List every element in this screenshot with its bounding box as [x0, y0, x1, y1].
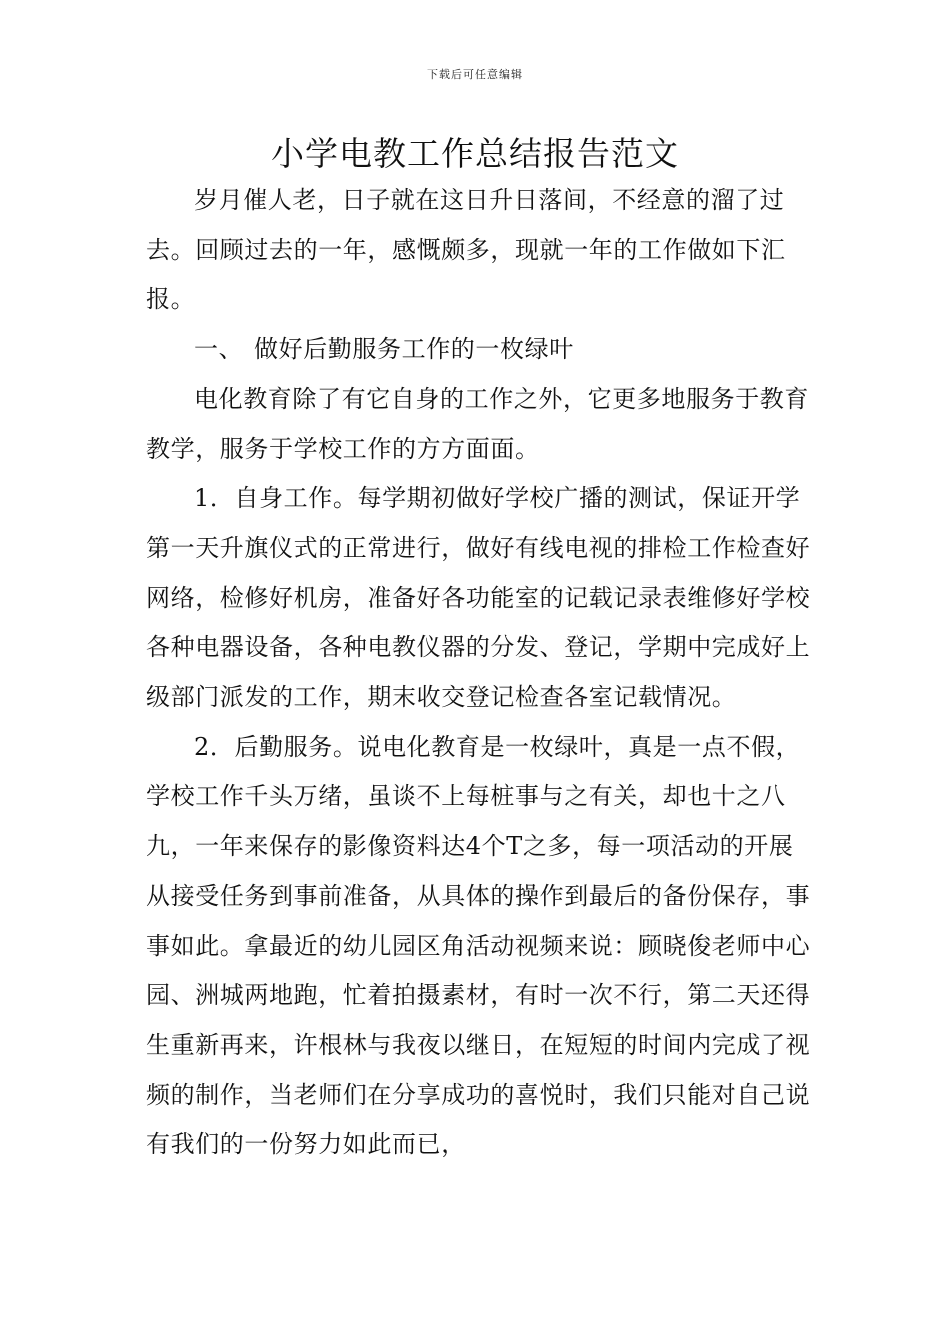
document-body [146, 176, 818, 1170]
page-header-note: 下载后可任意编辑 [427, 68, 523, 81]
paragraph-item-2: 2．后勤服务。说电化教育是一枚绿叶，真是一点不假，学校工作千头万绪，虽谈不上每桩事与之有关，却也十之八九，一年来保存的影像资料达4个T之多，每一项活动的开展从接受任务到事前准备，从具体的操作到最后的备份保存，事事如此。拿最近的幼儿园区角活动视频来说：顾晓俊老师中心园、洲城两地跑，忙着拍摄素材，有时一次不行，第二天还得生重新再来，许根林与我夜以继日，在短短的时间内完成了视频的制作，当老师们在分享成功的喜悦时，我们只能对自己说有我们的一份努力如此而已， [146, 732, 811, 1159]
paragraph-service: 电化教育除了有它自身的工作之外，它更多地服务于教育教学，服务于学校工作的方方面面。 [146, 384, 809, 463]
paragraph-item-1: 1．自身工作。每学期初做好学校广播的测试，保证开学第一天升旗仪式的正常进行，做好有线电视的排检工作检查好网络，检修好机房，准备好各功能室的记载记录表维修好学校各种电器设备，各种电教仪器的分发、登记，学期中完成好上级部门派发的工作，期末收交登记检查各室记载情况。 [146, 484, 811, 712]
section-heading-text: 做好后勤服务工作的一枚绿叶 [254, 335, 574, 364]
paragraph-intro: 岁月催人老，日子就在这日升日落间，不经意的溜了过去。回顾过去的一年，感慨颇多，现就一年的工作做如下汇报。 [146, 186, 786, 314]
section-number: 一、 [194, 335, 244, 364]
document-title: 小学电教工作总结报告范文 [271, 134, 679, 173]
section-heading-1 [146, 325, 818, 375]
